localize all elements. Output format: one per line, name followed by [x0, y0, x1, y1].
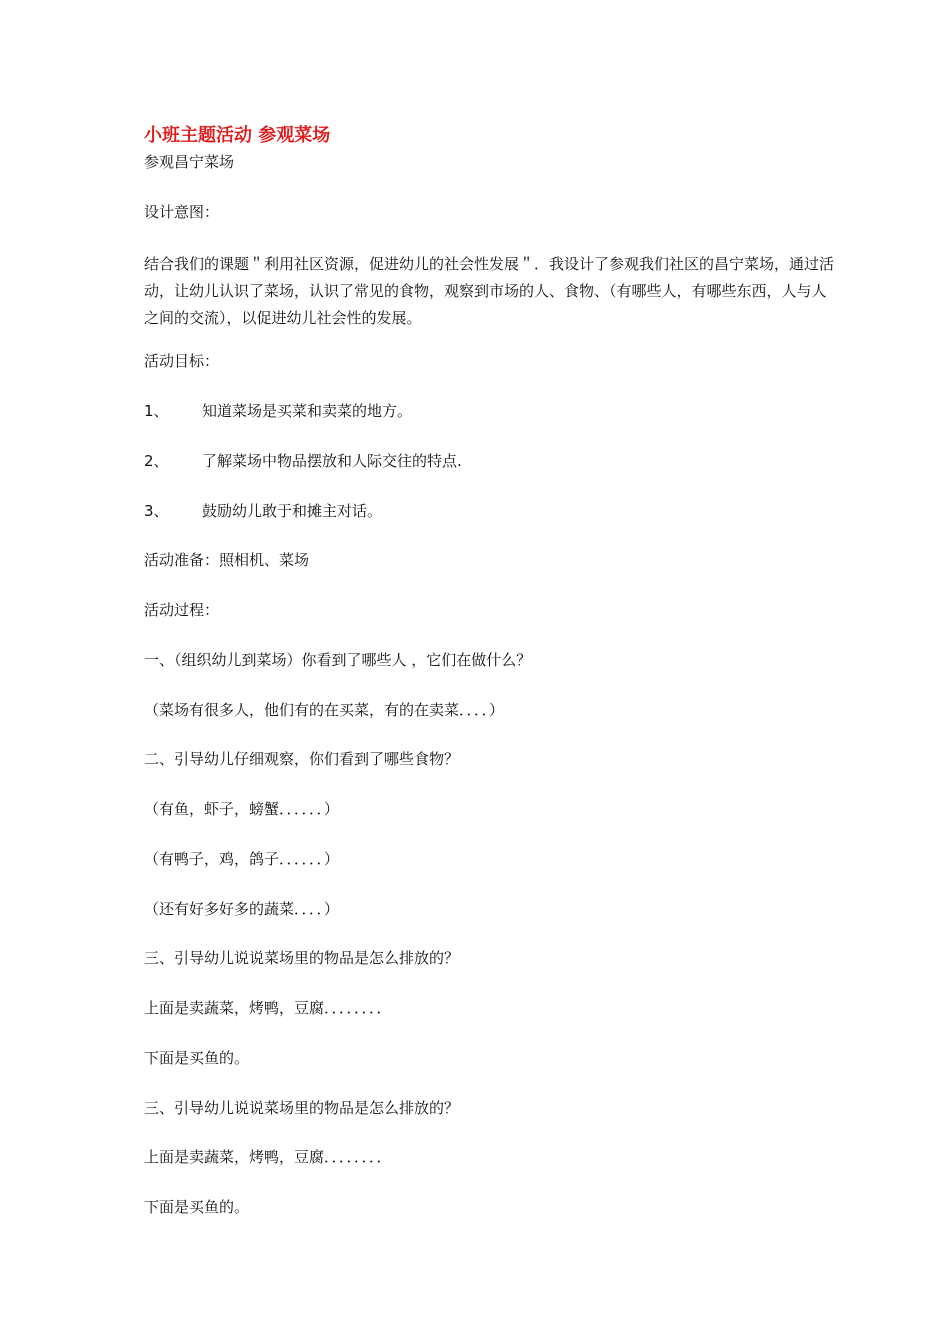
process-line: （还有好多好多的蔬菜．．．．）: [144, 900, 340, 918]
goal-number: 3、: [144, 502, 169, 520]
process-line: 三、引导幼儿说说菜场里的物品是怎么排放的？: [144, 1099, 460, 1117]
process-line: 下面是买鱼的。: [144, 1049, 250, 1067]
process-heading: 活动过程：: [144, 601, 220, 619]
process-line: （有鸭子，鸡，鸽子．．．．．．）: [144, 850, 340, 868]
process-line: 上面是卖蔬菜，烤鸭，豆腐．．．．．．．．: [144, 1148, 392, 1166]
document-title: 小班主题活动 参观菜场: [144, 125, 331, 146]
goal-number: 2、: [144, 452, 169, 470]
document-subtitle: 参观昌宁菜场: [144, 153, 235, 171]
preparation-line: 活动准备：照相机、菜场: [144, 551, 310, 569]
process-line: 下面是买鱼的。: [144, 1198, 250, 1216]
design-intent-paragraph: 结合我们的课题＂利用社区资源，促进幼儿的社会性发展＂．我设计了参观我们社区的昌宁菜场，通过活动，让幼儿认识了菜场，认识了常见的食物，观察到市场的人、食物、（有哪些人，有哪些东西，人与人之间的交流），以促进幼儿社会性的发展。: [144, 255, 835, 327]
goal-item: [144, 402, 412, 420]
goal-number: 1、: [144, 402, 169, 420]
process-line: 二、引导幼儿仔细观察，你们看到了哪些食物？: [144, 750, 460, 768]
process-line: 一、（组织幼儿到菜场）你看到了哪些人 ，它们在做什么？: [144, 651, 532, 669]
process-line: 三、引导幼儿说说菜场里的物品是怎么排放的？: [144, 949, 460, 967]
process-line: （有鱼，虾子，螃蟹．．．．．．）: [144, 800, 340, 818]
goal-text: 知道菜场是买菜和卖菜的地方。: [202, 402, 413, 420]
goal-text: 鼓励幼儿敢于和摊主对话。: [202, 502, 383, 520]
goal-text: 了解菜场中物品摆放和人际交往的特点.: [202, 452, 462, 470]
process-line: （菜场有很多人，他们有的在买菜，有的在卖菜．．．．）: [144, 701, 505, 719]
process-line: 上面是卖蔬菜，烤鸭，豆腐．．．．．．．．: [144, 999, 392, 1017]
goals-heading: 活动目标：: [144, 352, 220, 370]
goal-item: [144, 452, 462, 470]
goal-item: [144, 502, 382, 520]
design-intent-heading: 设计意图：: [144, 203, 220, 221]
